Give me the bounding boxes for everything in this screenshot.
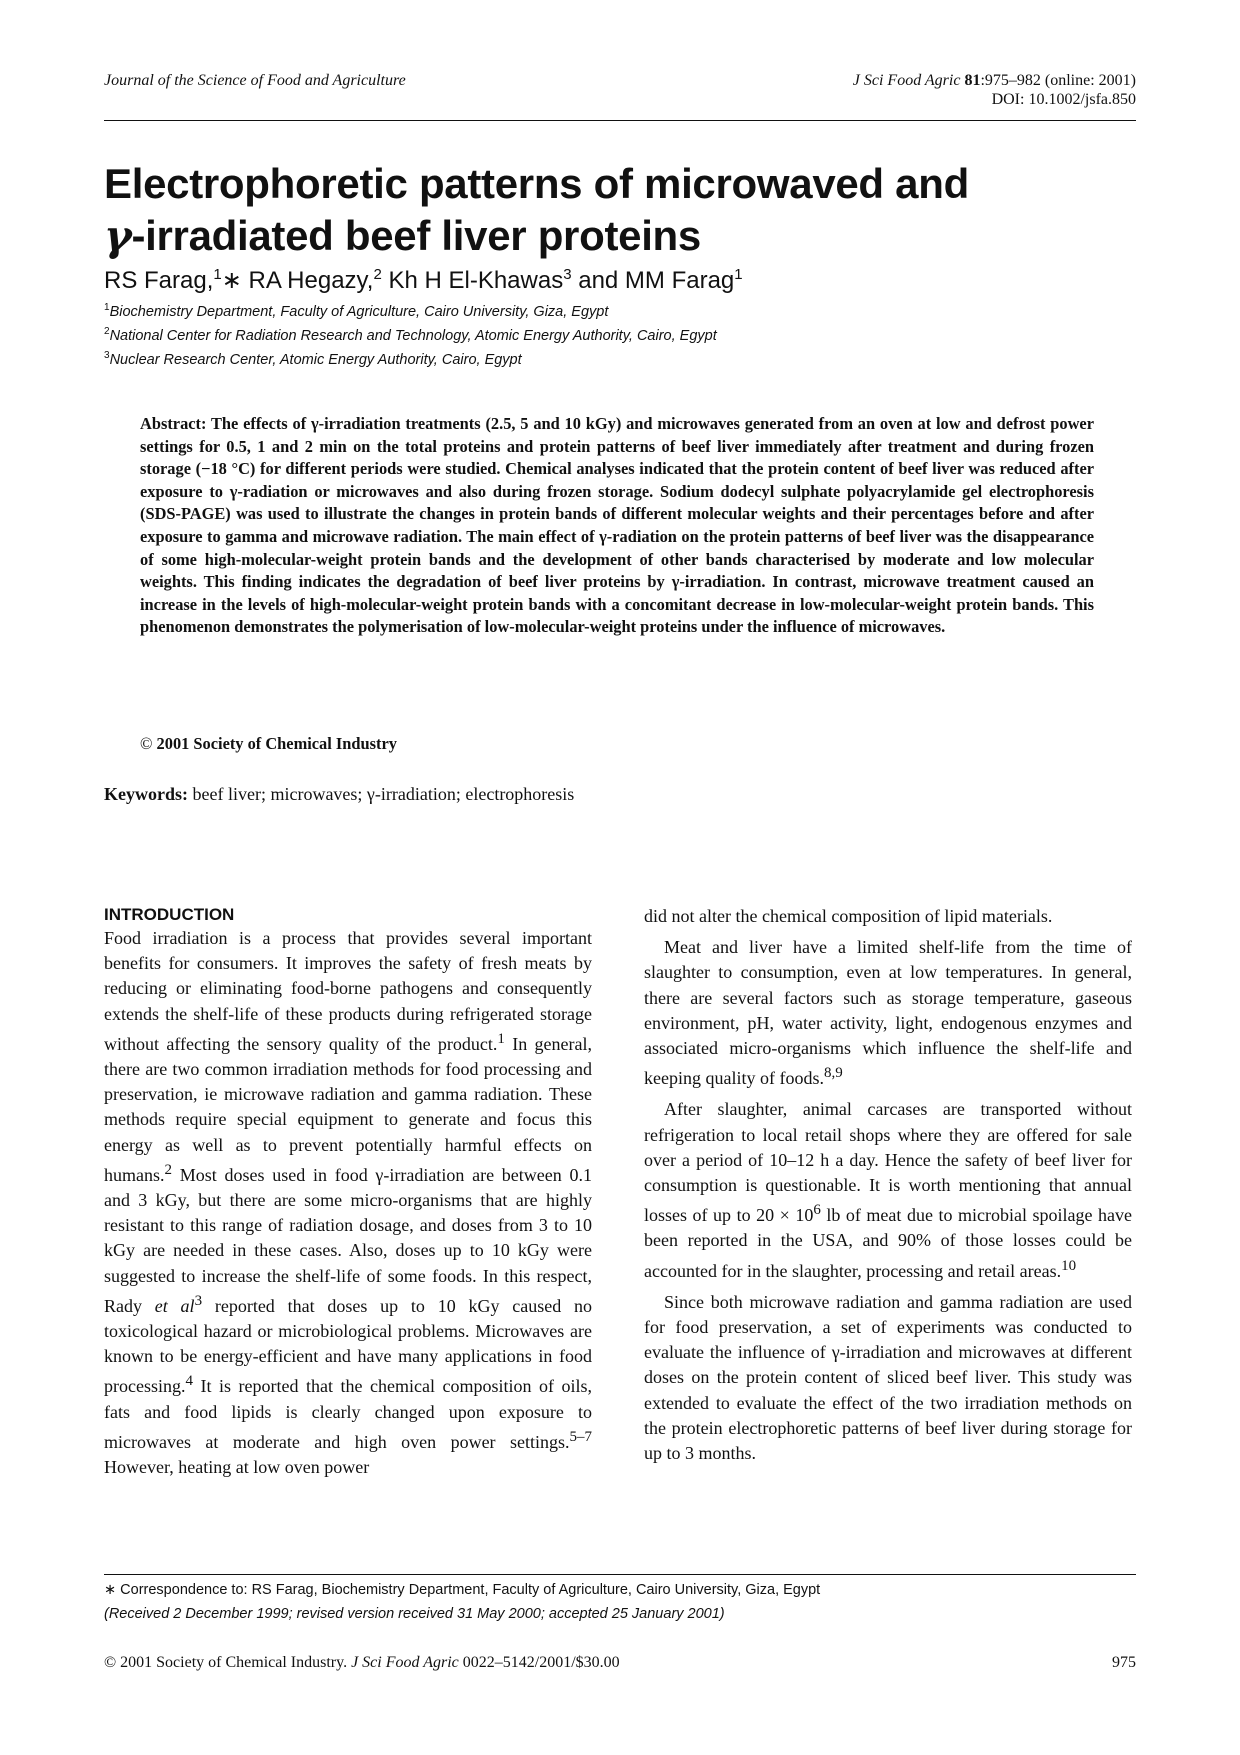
doi: DOI: 10.1002/jsfa.850	[991, 91, 1136, 108]
author-4: and MM Farag	[571, 267, 735, 294]
abstract-copyright	[140, 734, 397, 754]
keywords-label: Keywords:	[104, 784, 188, 804]
ref-4: 4	[185, 1373, 193, 1390]
intro-paragraph-3: After slaughter, animal carcases are transported without refrigeration to local retail shops where they are offered for sale over a period of 10–12 h a day. Hence the safety of beef liver for consumption is questionable. It is worth mentioning that annual losses of up to $20 \times 10^6$ lb of meat due to microbial spoilage have been reported in the USA, and 90% of those losses could be accounted for in the slaughter, processing and retail areas.$^{10}$	[644, 1099, 1132, 1281]
footer-copyright	[104, 1654, 620, 1672]
footnote-rule	[104, 1574, 1136, 1575]
keywords	[104, 784, 574, 805]
affiliation-2-num: 2	[104, 326, 110, 337]
ref-10: 10	[1061, 1257, 1077, 1274]
intro-paragraph-1: Food irradiation is a process that provides several important benefits for consumers. It improves the safety of fresh meats by reducing or eliminating food-borne pathogens and consequently extends the shelf-life of these products during refrigerated storage without affecting the sensory quality of the product.$^1$ In general, there are two common irradiation methods for food processing and preservation, ie microwave radiation and gamma radiation. These methods require special equipment to generate and focus this energy as well as to prevent potentially harmful effects on humans.$^2$ Most doses used in food γ-irradiation are between 0.1 and 3 kGy, but there are some micro-organisms that are highly resistant to this range of radiation dosage, and doses from 3 to 10 kGy are needed in these cases. Also, doses up to 10 kGy were suggested to increase the shelf-life of some foods. In this respect, Rady et $al^3$ reported that doses up to 10 kGy caused no toxicological hazard or microbiological problems. Microwaves are known to be energy-efficient and have many applications in food processing.$^4$ It is reported that the chemical composition of oils, fats and food lipids is clearly changed upon exposure to microwaves at moderate and high oven power settings.$^{5-7}$ However, heating at low oven power	[104, 928, 592, 1478]
citation-journal: J Sci Food Agric	[852, 72, 961, 89]
ref-1: 1	[497, 1030, 505, 1047]
body-column-left	[104, 904, 592, 1480]
ref-2: 2	[164, 1161, 172, 1178]
author-2-affil: 2	[373, 266, 382, 283]
footer-issn: 0022–5142/2001/$30.00	[458, 1654, 620, 1671]
author-list	[104, 266, 743, 295]
ref-8-9: 8,9	[823, 1065, 843, 1082]
header-rule	[104, 120, 1136, 121]
et-al: et al	[154, 1295, 195, 1316]
footer-copyright-symbol: ©	[104, 1654, 117, 1671]
author-2: RA Hegazy,	[241, 267, 374, 294]
abstract: Abstract: The effects of γ-irradiation treatments (2.5, 5 and 10 kGy) and microwaves generated from an oven at low and defrost power settings for 0.5, 1 and 2 min on the total proteins and protein patterns of beef liver immediately after treatment and during frozen storage (−18 °C) for different periods were studied. Chemical analyses indicated that the protein content of beef liver was reduced after exposure to γ-radiation or microwaves and also during frozen storage. Sodium dodecyl sulphate polyacrylamide gel electrophoresis (SDS-PAGE) was used to illustrate the changes in protein bands of different molecular weights and their percentages before and after exposure to gamma and microwave radiation. The main effect of γ-radiation on the protein patterns of beef liver was the disappearance of some high-molecular-weight protein bands and the development of other bands characterised by moderate and low molecular weights. This finding indicates the degradation of beef liver proteins by γ-irradiation. In contrast, microwave treatment caused an increase in the levels of high-molecular-weight protein bands with a concomitant decrease in low-molecular-weight protein bands. This phenomenon demonstrates the polymerisation of low-molecular-weight proteins under the influence of microwaves.	[140, 414, 1094, 637]
author-1: RS Farag,	[104, 267, 214, 294]
affiliation-1	[104, 302, 608, 320]
affiliation-3-text: Nuclear Research Center, Atomic Energy Authority, Cairo, Egypt	[109, 351, 522, 368]
running-header-citation	[853, 71, 1136, 109]
copyright-symbol: ©	[140, 734, 153, 753]
intro-paragraph-4: Since both microwave radiation and gamma radiation are used for food preservation, a set of experiments was conducted to evaluate the influence of γ-irradiation and microwaves at different doses on the protein content of sliced beef liver. This study was extended to evaluate the effect of the two irradiation methods on the protein electrophoretic patterns of beef liver during storage for up to 3 months.	[644, 1291, 1132, 1464]
citation-volume: 81	[964, 72, 981, 89]
affiliation-2	[104, 326, 717, 344]
author-3-affil: 3	[563, 266, 572, 283]
footnote-received: (Received 2 December 1999; revised version received 31 May 2000; accepted 25 January 2001)	[104, 1606, 725, 1622]
intro-paragraph-2: Meat and liver have a limited shelf-life from the time of slaughter to consumption, even at low temperatures. In general, there are several factors such as storage temperature, gaseous environment, pH, water activity, light, endogenous enzymes and associated micro-organisms which influence the shelf-life and keeping quality of foods.$^{8,9}$	[644, 937, 1132, 1089]
affiliation-3	[104, 350, 522, 368]
footer-journal: J Sci Food Agric	[351, 1654, 459, 1671]
ref-3: 3	[194, 1292, 203, 1309]
running-header-journal: Journal of the Science of Food and Agriculture	[104, 72, 406, 89]
page-number: 975	[1112, 1654, 1136, 1671]
keywords-text: beef liver; microwaves; γ-irradiation; electrophoresis	[188, 784, 575, 804]
affiliation-3-num: 3	[104, 350, 110, 361]
affiliation-1-text: Biochemistry Department, Faculty of Agriculture, Cairo University, Giza, Egypt	[109, 303, 609, 320]
footnote-correspondence: ∗ Correspondence to: RS Farag, Biochemistry Department, Faculty of Agriculture, Cairo University, Giza, Egypt	[104, 1582, 821, 1598]
section-heading-introduction: INTRODUCTION	[104, 905, 235, 924]
title-gamma: γ	[104, 211, 132, 260]
ref-5-7: 5–7	[569, 1428, 592, 1445]
copyright-text: 2001 Society of Chemical Industry	[152, 734, 397, 753]
title-line-2-text: -irradiated beef liver proteins	[131, 212, 701, 259]
body-column-right	[644, 904, 1132, 1466]
author-1-affil: 1	[213, 266, 222, 283]
footer-copyright-text: 2001 Society of Chemical Industry.	[116, 1654, 352, 1671]
article-title	[104, 158, 1144, 262]
title-line-1: Electrophoretic patterns of microwaved and	[104, 160, 969, 207]
citation-pages: :975–982 (online: 2001)	[980, 72, 1136, 89]
title-line-2	[104, 210, 1144, 262]
affiliation-2-text: National Center for Radiation Research and Technology, Atomic Energy Authority, Cairo, Egypt	[109, 327, 717, 344]
author-3: Kh H El-Khawas	[381, 267, 564, 294]
intro-paragraph-1-continued: did not alter the chemical composition of lipid materials.	[644, 906, 1053, 926]
affiliation-1-num: 1	[104, 302, 110, 313]
author-1-mark: ∗	[221, 267, 242, 294]
exponent-6: 6	[813, 1202, 821, 1219]
author-4-affil: 1	[734, 266, 743, 283]
